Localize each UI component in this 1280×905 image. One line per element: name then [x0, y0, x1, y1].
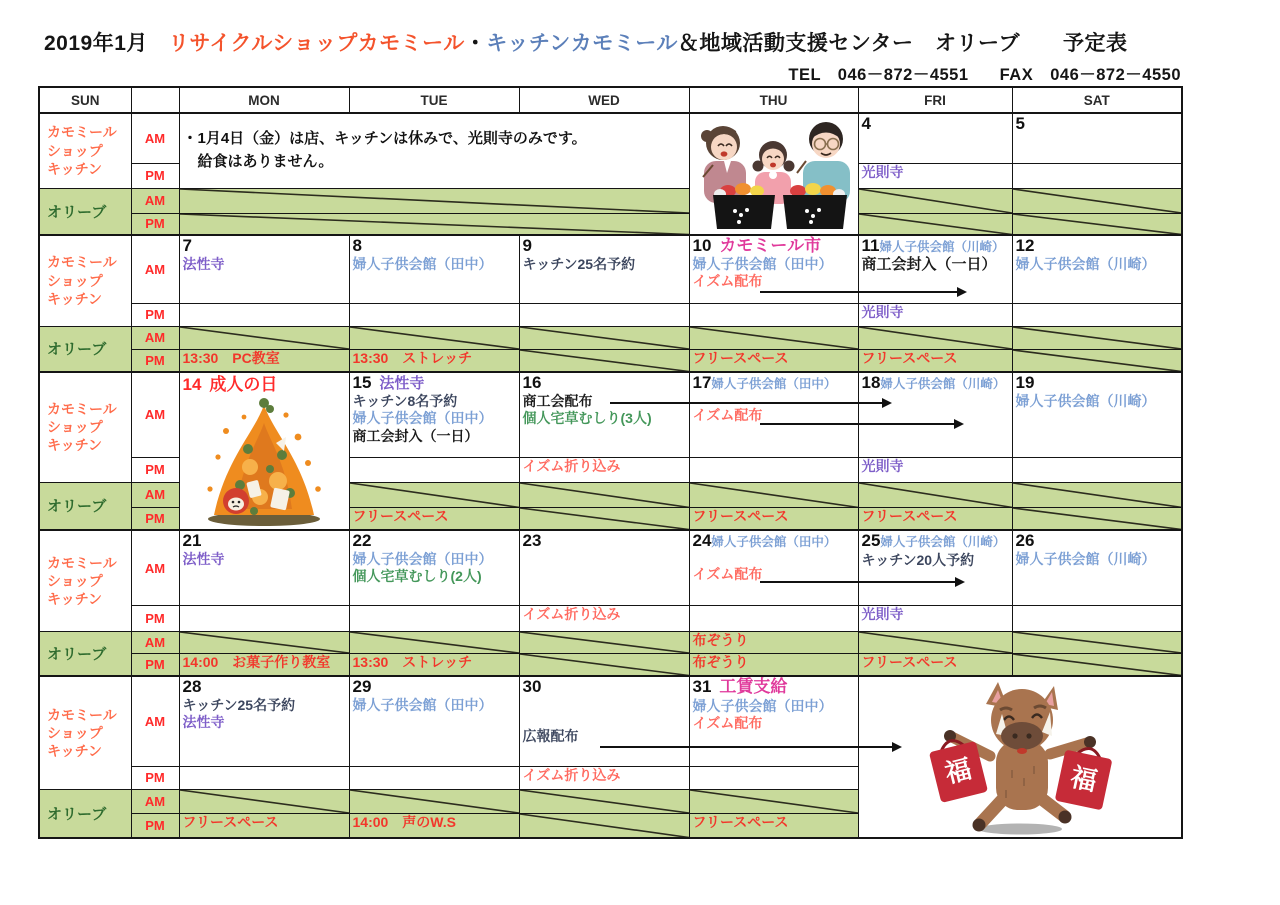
event-text: フリースペース [182, 813, 279, 830]
event-text: 個人宅草むしり(3人) [522, 409, 652, 426]
am-label: AM [131, 326, 179, 349]
shop-row-label: カモミール ショップ キッチン [39, 676, 131, 789]
w2-thu-am-cell [689, 235, 858, 303]
olive-pm-event-cell [858, 507, 1012, 530]
day-number: 5 [1015, 114, 1025, 133]
event-text: 13:30 ストレッチ [352, 653, 473, 670]
olive-row-label: オリーブ [39, 631, 131, 676]
event-text: 婦人子供会館（田中） [692, 256, 833, 273]
olive-pm-event-cell [858, 653, 1012, 676]
title-kitchen-name: キッチンカモミール [486, 32, 678, 55]
event-text: 婦人子供会館（田中） [711, 535, 837, 550]
event-text: 光則寺 [861, 605, 904, 622]
day-number: 16 [522, 373, 542, 392]
day-number: 14 [182, 375, 202, 394]
day-number: 4 [861, 114, 871, 133]
event-text: 法性寺 [182, 714, 225, 731]
olive-am-closed-cell [519, 482, 689, 507]
diagonal-strike [690, 327, 858, 349]
week2-am-row [39, 235, 1182, 303]
event-text: イズム配布 [692, 273, 763, 290]
w2-mon-pm-cell [179, 303, 349, 326]
diagonal-strike [859, 214, 1012, 235]
w2-thu-pm-cell [689, 303, 858, 326]
olive-am-closed-cell [179, 631, 349, 653]
week4-am-row [39, 530, 1182, 605]
event-text: 婦人子供会館（川崎） [1015, 550, 1156, 567]
olive-pm-closed-cell [519, 349, 689, 372]
w2-sat-pm-cell [1012, 303, 1182, 326]
shop-row-label: カモミール ショップ キッチン [39, 113, 131, 188]
header-wed: WED [519, 87, 689, 113]
olive-am-closed-cell [179, 188, 689, 213]
header-sun: SUN [39, 87, 131, 113]
day-number: 15 [352, 373, 372, 392]
pm-label: PM [131, 213, 179, 235]
span-arrow-right [760, 581, 963, 583]
week2-pm-row [39, 303, 1182, 326]
event-text: キッチン20人予約 [861, 551, 975, 568]
week2-olive-am-row [39, 326, 1182, 349]
family-eating-illustration [693, 115, 855, 233]
olive-am-closed-cell [179, 326, 349, 349]
day-number: 7 [182, 236, 192, 255]
day-number: 11 [861, 236, 880, 255]
event-text: イズム配布 [692, 714, 763, 731]
diagonal-strike [1013, 632, 1182, 653]
day-number: 29 [352, 677, 372, 697]
event-text: フリースペース [692, 813, 789, 830]
w4-thu-pm-cell [689, 605, 858, 631]
am-label: AM [131, 482, 179, 507]
w4-fri-am-cell [858, 530, 1012, 605]
day-number: 24 [692, 531, 712, 551]
day-number: 21 [182, 531, 202, 551]
olive-pm-event-cell [689, 653, 858, 676]
span-arrow-right [600, 746, 900, 748]
event-text: カモミール市 [719, 236, 822, 255]
w5-wed-pm-cell [519, 766, 689, 789]
event-text: 13:30 ストレッチ [352, 349, 473, 366]
pm-label: PM [131, 605, 179, 631]
w5-wed-am-cell [519, 676, 689, 766]
w3-tue-am-cell [349, 372, 519, 457]
olive-pm-event-cell [689, 349, 858, 372]
span-arrow-right [610, 402, 890, 404]
olive-am-closed-cell [858, 631, 1012, 653]
schedule-table [38, 86, 1183, 839]
diagonal-strike [1013, 327, 1182, 349]
w5-thu-pm-cell [689, 766, 858, 789]
w4-thu-am-cell [689, 530, 858, 605]
week1-am-row [39, 113, 1182, 163]
event-text: イズム配布 [692, 565, 763, 582]
week1-olive-am-row [39, 188, 1182, 213]
week3-am-row [39, 372, 1182, 457]
olive-am-closed-cell [858, 326, 1012, 349]
event-text: イズム配布 [692, 407, 763, 424]
event-text: フリースペース [352, 507, 449, 524]
header-tue: TUE [349, 87, 519, 113]
event-text: イズム折り込み [522, 766, 621, 783]
title-shop-name: リサイクルショップカモミール [168, 32, 465, 55]
olive-am-closed-cell [858, 188, 1012, 213]
event-text: 光則寺 [861, 303, 904, 320]
diagonal-strike [520, 350, 689, 372]
olive-pm-event-cell [179, 813, 349, 838]
olive-pm-closed-cell [519, 813, 689, 838]
day-number: 10 [692, 236, 712, 255]
header-gap [131, 87, 179, 113]
holiday-name: 成人の日 [209, 375, 278, 394]
event-text: 工賃支給 [719, 677, 788, 697]
w3-thu-am-cell [689, 372, 858, 457]
diagonal-strike [520, 790, 689, 813]
olive-pm-closed-cell [1012, 213, 1182, 235]
event-text: 法性寺 [182, 255, 225, 272]
event-text: 法性寺 [182, 550, 225, 567]
span-arrow-right [760, 423, 962, 425]
olive-am-closed-cell [689, 482, 858, 507]
am-label: AM [131, 631, 179, 653]
pm-label: PM [131, 163, 179, 188]
diagonal-strike [859, 632, 1012, 653]
shop-row-label: カモミール ショップ キッチン [39, 235, 131, 326]
event-text: 商工会封入（一日） [352, 427, 479, 444]
week1-olive-pm-row [39, 213, 1182, 235]
week4-pm-row [39, 605, 1182, 631]
shop-row-label: カモミール ショップ キッチン [39, 372, 131, 482]
diagonal-strike [690, 483, 858, 507]
olive-pm-closed-cell [1012, 653, 1182, 676]
day-number: 12 [1015, 236, 1035, 255]
w2-sat-am-cell [1012, 235, 1182, 303]
day-number: 25 [861, 531, 881, 551]
pm-label: PM [131, 349, 179, 372]
w3-fri-am-cell [858, 372, 1012, 457]
fax-number: FAX 046－872－4550 [999, 66, 1181, 84]
w4-wed-pm-cell [519, 605, 689, 631]
w3-fri-pm-cell [858, 457, 1012, 482]
day-number: 19 [1015, 373, 1035, 392]
event-text: 商工会配布 [522, 392, 593, 409]
event-text: 婦人子供会館（川崎） [879, 240, 1005, 254]
w3-thu-pm-cell [689, 457, 858, 482]
event-text: 光則寺 [861, 163, 904, 180]
w5-thu-am-cell [689, 676, 858, 766]
olive-am-closed-cell [858, 482, 1012, 507]
olive-am-closed-cell [689, 789, 858, 813]
pm-label: PM [131, 813, 179, 838]
diagonal-strike [520, 327, 689, 349]
diagonal-strike [350, 327, 519, 349]
olive-row-label: オリーブ [39, 789, 131, 838]
diagonal-strike [180, 790, 349, 813]
am-label: AM [131, 235, 179, 303]
olive-pm-event-cell [689, 813, 858, 838]
week2-olive-pm-row [39, 349, 1182, 372]
diagonal-strike [520, 654, 689, 676]
w5-mon-pm-cell [179, 766, 349, 789]
contact-line [788, 61, 1181, 85]
event-text: フリースペース [861, 507, 958, 524]
title-year-month: 2019年1月 [44, 32, 148, 55]
diagonal-strike [1013, 350, 1182, 372]
diagonal-strike [180, 632, 349, 653]
event-text: キッチン8名予約 [352, 393, 458, 410]
olive-pm-closed-cell [858, 213, 1012, 235]
event-text: 14:00 声のW.S [352, 813, 456, 830]
boar-illustration [912, 678, 1128, 836]
event-text: 婦人子供会館（田中） [352, 255, 493, 272]
diagonal-strike [1013, 508, 1182, 530]
olive-am-closed-cell [1012, 482, 1182, 507]
w3-sat-pm-cell [1012, 457, 1182, 482]
w4-sat-pm-cell [1012, 605, 1182, 631]
day-number: 17 [692, 373, 712, 392]
event-text: 広報配布 [522, 727, 579, 744]
olive-am-closed-cell [349, 326, 519, 349]
diagonal-strike [180, 327, 349, 349]
olive-pm-event-cell [349, 653, 519, 676]
event-text: 婦人子供会館（川崎） [1015, 255, 1156, 272]
w4-tue-pm-cell [349, 605, 519, 631]
event-text: 14:00 お菓子作り教室 [182, 653, 331, 670]
diagonal-strike [520, 632, 689, 653]
event-text: 婦人子供会館（田中） [352, 410, 493, 427]
olive-pm-event-cell [689, 507, 858, 530]
olive-pm-event-cell [349, 507, 519, 530]
olive-pm-event-cell [179, 653, 349, 676]
event-text: 婦人子供会館（田中） [352, 550, 493, 567]
event-text: フリースペース [861, 349, 958, 366]
olive-am-closed-cell [519, 789, 689, 813]
note-line1: ・1月4日（金）は店、キッチンは休みで、光則寺のみです。 [182, 130, 587, 148]
title-separator: ・ [464, 32, 487, 55]
w4-wed-am-cell [519, 530, 689, 605]
olive-pm-event-cell [179, 349, 349, 372]
header-mon: MON [179, 87, 349, 113]
olive-pm-closed-cell [519, 507, 689, 530]
weekday-header-row [39, 87, 1182, 113]
diagonal-strike [1013, 214, 1182, 235]
w2-fri-pm-cell [858, 303, 1012, 326]
svg-text:福: 福 [1067, 761, 1100, 797]
event-text: イズム折り込み [522, 605, 621, 622]
w4-mon-am-cell [179, 530, 349, 605]
w2-tue-am-cell [349, 235, 519, 303]
pm-label: PM [131, 303, 179, 326]
event-text: フリースペース [692, 349, 789, 366]
diagonal-strike [350, 483, 519, 507]
am-label: AM [131, 530, 179, 605]
header-fri: FRI [858, 87, 1012, 113]
svg-text:福: 福 [941, 753, 975, 790]
week5-am-row [39, 676, 1182, 766]
olive-am-closed-cell [179, 789, 349, 813]
pm-label: PM [131, 457, 179, 482]
olive-am-closed-cell [349, 482, 519, 507]
day-number: 18 [861, 373, 881, 392]
day-number: 26 [1015, 531, 1035, 551]
olive-am-closed-cell [349, 631, 519, 653]
olive-am-closed-cell [1012, 188, 1182, 213]
span-arrow-right [760, 291, 965, 293]
w5-weekend-illustration-cell [858, 676, 1182, 838]
olive-row-label: オリーブ [39, 188, 131, 235]
w5-tue-am-cell [349, 676, 519, 766]
diagonal-strike [859, 189, 1012, 213]
am-label: AM [131, 789, 179, 813]
event-text: フリースペース [692, 507, 789, 524]
event-text: 婦人子供会館（田中） [352, 696, 493, 713]
event-text: 光則寺 [861, 457, 904, 474]
olive-am-closed-cell [689, 326, 858, 349]
shop-row-label: カモミール ショップ キッチン [39, 530, 131, 631]
event-text: 商工会封入（一日） [861, 256, 997, 274]
event-text: 婦人子供会館（田中） [711, 377, 837, 391]
diagonal-strike [180, 189, 689, 213]
am-label: AM [131, 372, 179, 457]
w3-wed-pm-cell [519, 457, 689, 482]
event-text: イズム折り込み [522, 457, 621, 474]
diagonal-strike [1013, 654, 1182, 676]
olive-am-closed-cell [519, 631, 689, 653]
event-text: 法性寺 [379, 375, 425, 392]
pm-label: PM [131, 653, 179, 676]
w3-sat-am-cell [1012, 372, 1182, 457]
olive-row-label: オリーブ [39, 326, 131, 372]
note-line2: 給食はありません。 [182, 152, 334, 170]
event-text: 布ぞうり [692, 653, 749, 670]
w5-mon-am-cell [179, 676, 349, 766]
olive-am-closed-cell [1012, 326, 1182, 349]
day-number: 9 [522, 236, 532, 255]
am-label: AM [131, 676, 179, 766]
w2-wed-am-cell [519, 235, 689, 303]
olive-pm-closed-cell [1012, 507, 1182, 530]
week4-olive-pm-row [39, 653, 1182, 676]
olive-am-closed-cell [349, 789, 519, 813]
olive-am-event-cell [689, 631, 858, 653]
w4-fri-pm-cell [858, 605, 1012, 631]
event-text: 婦人子供会館（田中） [692, 697, 833, 714]
week4-olive-am-row [39, 631, 1182, 653]
diagonal-strike [520, 814, 689, 838]
diagonal-strike [350, 790, 519, 813]
title-rest: ＆地域活動支援センター オリーブ 予定表 [677, 32, 1128, 55]
day-number: 30 [522, 677, 542, 697]
event-text: 13:30 PC教室 [182, 349, 280, 366]
w4-mon-pm-cell [179, 605, 349, 631]
am-label: AM [131, 188, 179, 213]
event-text: 布ぞうり [692, 631, 749, 648]
w1-thu-illustration-cell [689, 113, 858, 235]
day-number: 23 [522, 531, 542, 551]
olive-row-label: オリーブ [39, 482, 131, 530]
bonfire-illustration [190, 397, 338, 527]
w1-fri-pm-cell [858, 163, 1012, 188]
event-text: 婦人子供会館（川崎） [1015, 392, 1156, 409]
diagonal-strike [1013, 483, 1182, 507]
olive-pm-closed-cell [1012, 349, 1182, 372]
w2-tue-pm-cell [349, 303, 519, 326]
w1-fri-am-cell [858, 113, 1012, 163]
w3-tue-pm-cell [349, 457, 519, 482]
olive-pm-event-cell [858, 349, 1012, 372]
olive-pm-closed-cell [519, 653, 689, 676]
w3-mon-holiday-cell [179, 372, 349, 530]
olive-am-closed-cell [1012, 631, 1182, 653]
diagonal-strike [1013, 189, 1182, 213]
w3-wed-am-cell [519, 372, 689, 457]
event-text: キッチン25名予約 [522, 255, 636, 272]
pm-label: PM [131, 507, 179, 530]
diagonal-strike [859, 483, 1012, 507]
header-sat: SAT [1012, 87, 1182, 113]
w4-sat-am-cell [1012, 530, 1182, 605]
day-number: 8 [352, 236, 362, 255]
w1-sat-am-cell [1012, 113, 1182, 163]
w2-wed-pm-cell [519, 303, 689, 326]
event-text: 婦人子供会館（川崎） [880, 377, 1006, 391]
header-thu: THU [689, 87, 858, 113]
olive-am-closed-cell [519, 326, 689, 349]
w1-sat-pm-cell [1012, 163, 1182, 188]
day-number: 22 [352, 531, 372, 551]
w4-tue-am-cell [349, 530, 519, 605]
pm-label: PM [131, 766, 179, 789]
diagonal-strike [520, 483, 689, 507]
w1-note-cell [179, 113, 689, 188]
tel-number: TEL 046－872－4551 [788, 66, 969, 84]
diagonal-strike [520, 508, 689, 530]
diagonal-strike [859, 327, 1012, 349]
w2-mon-am-cell [179, 235, 349, 303]
am-label: AM [131, 113, 179, 163]
page-title [44, 27, 1127, 57]
diagonal-strike [350, 632, 519, 653]
diagonal-strike [180, 214, 689, 235]
olive-pm-event-cell [349, 813, 519, 838]
event-text: 個人宅草むしり(2人) [352, 568, 482, 585]
olive-pm-closed-cell [179, 213, 689, 235]
day-number: 28 [182, 677, 202, 697]
w5-tue-pm-cell [349, 766, 519, 789]
diagonal-strike [690, 790, 858, 813]
day-number: 31 [692, 677, 712, 697]
event-text: フリースペース [861, 653, 958, 670]
event-text: キッチン25名予約 [182, 696, 296, 713]
olive-pm-event-cell [349, 349, 519, 372]
event-text: 婦人子供会館（川崎） [880, 535, 1006, 550]
